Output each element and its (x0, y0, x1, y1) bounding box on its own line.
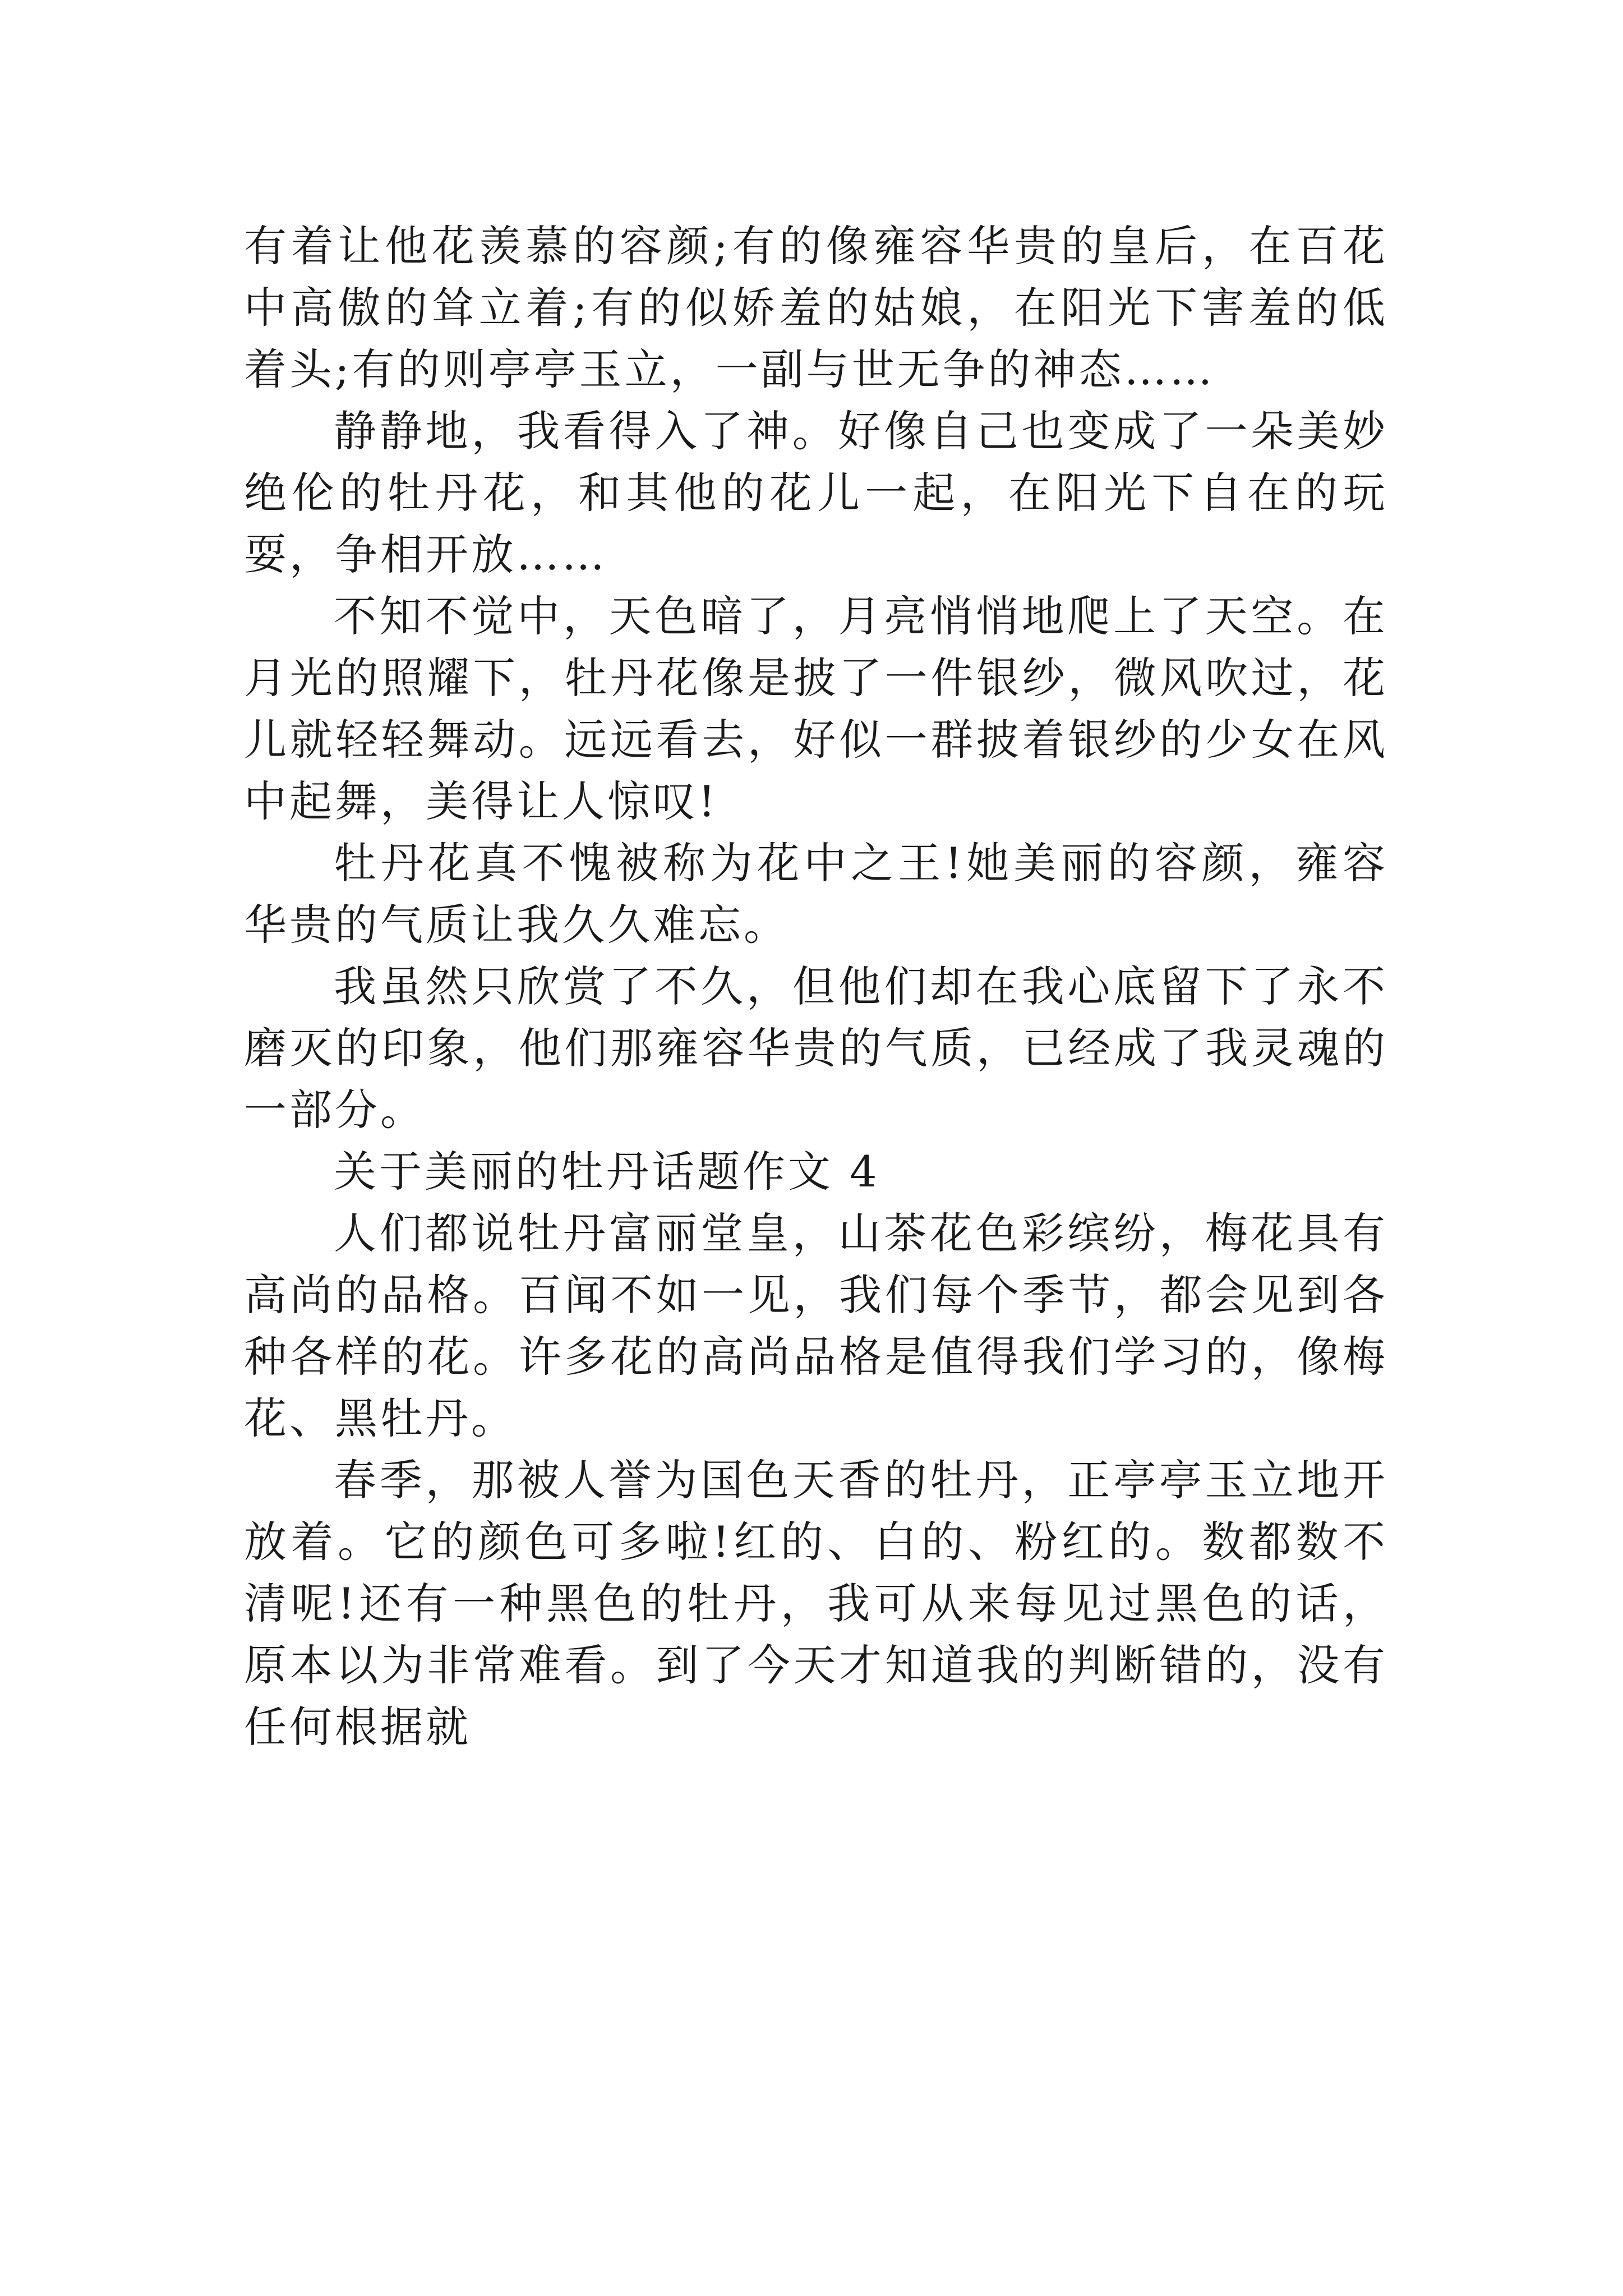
paragraph-5: 我虽然只欣赏了不久，但他们却在我心底留下了永不磨灭的印象，他们那雍容华贵的气质，已经成了我灵魂的一部分。 (244, 961, 1388, 1135)
paragraph-4: 牡丹花真不愧被称为花中之王!她美丽的容颜，雍容华贵的气质让我久久难忘。 (244, 838, 1388, 950)
paragraph-1: 有着让他花羡慕的容颜;有的像雍容华贵的皇后，在百花中高傲的耸立着;有的似娇羞的姑娘，在阳光下害羞的低着头;有的则亭亭玉立，一副与世无争的神态…… (244, 221, 1388, 394)
paragraph-2: 静静地，我看得入了神。好像自己也变成了一朵美妙绝伦的牡丹花，和其他的花儿一起，在阳光下自在的玩耍，争相开放…… (244, 406, 1388, 579)
paragraph-8: 春季，那被人誉为国色天香的牡丹，正亭亭玉立地开放着。它的颜色可多啦!红的、白的、粉红的。数都数不清呢!还有一种黑色的牡丹，我可从来每见过黑色的话，原本以为非常难看。到了今天才知道我的判断错的，没有任何根据就 (244, 1455, 1388, 1752)
paragraph-3: 不知不觉中，天色暗了，月亮悄悄地爬上了天空。在月光的照耀下，牡丹花像是披了一件银纱，微风吹过，花儿就轻轻舞动。远远看去，好似一群披着银纱的少女在风中起舞，美得让人惊叹! (244, 591, 1388, 826)
section-heading: 关于美丽的牡丹话题作文 4 (334, 1147, 880, 1197)
paragraph-7: 人们都说牡丹富丽堂皇，山茶花色彩缤纷，梅花具有高尚的品格。百闻不如一见，我们每个季节，都会见到各种各样的花。许多花的高尚品格是值得我们学习的，像梅花、黑牡丹。 (244, 1208, 1388, 1443)
document-body (244, 215, 1388, 1758)
